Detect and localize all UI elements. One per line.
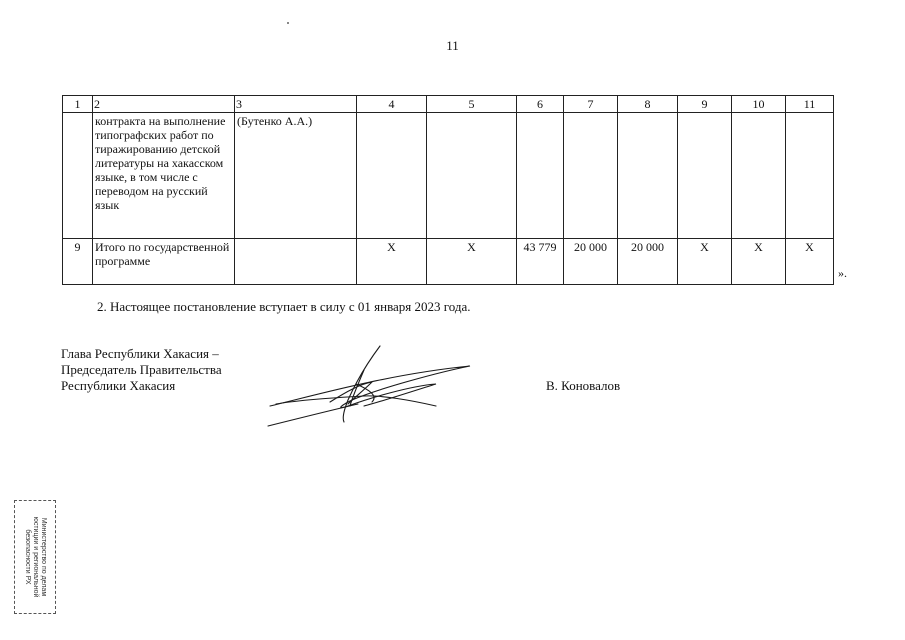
signer-title-line: Глава Республики Хакасия – bbox=[61, 346, 219, 361]
stamp-line: безопасности РХ bbox=[24, 529, 31, 585]
table-header-cell: 1 bbox=[63, 96, 93, 113]
table-header-cell: 11 bbox=[786, 96, 834, 113]
table-cell: X bbox=[678, 239, 732, 285]
clause-2-text: 2. Настоящее постановление вступает в силу с 01 января 2023 года. bbox=[97, 299, 471, 314]
signer-title-line: Председатель Правительства bbox=[61, 362, 222, 377]
table-row-total bbox=[63, 239, 834, 285]
table-header-cell: 8 bbox=[618, 96, 678, 113]
table-cell bbox=[564, 113, 618, 239]
signer-name: В. Коновалов bbox=[546, 378, 621, 393]
table-header-row bbox=[63, 96, 834, 113]
signer-title bbox=[61, 346, 222, 394]
table-header-cell: 4 bbox=[357, 96, 427, 113]
handwritten-signature bbox=[260, 340, 490, 432]
closing-quote-mark: ». bbox=[838, 266, 847, 280]
table-cell bbox=[678, 113, 732, 239]
program-table bbox=[62, 95, 834, 285]
table-row bbox=[63, 113, 834, 239]
page-number: 11 bbox=[446, 38, 459, 53]
table-cell bbox=[517, 113, 564, 239]
table-cell-amount: 43 779 bbox=[517, 239, 564, 285]
table-cell-amount: 20 000 bbox=[564, 239, 618, 285]
table-cell bbox=[618, 113, 678, 239]
table-header-cell: 3 bbox=[235, 96, 357, 113]
table-cell: X bbox=[732, 239, 786, 285]
table-cell bbox=[786, 113, 834, 239]
stamp-line: Министерство по делам bbox=[40, 517, 47, 597]
signer-title-line: Республики Хакасия bbox=[61, 378, 176, 393]
table-header-cell: 5 bbox=[427, 96, 517, 113]
table-header-cell: 10 bbox=[732, 96, 786, 113]
table-header-cell: 2 bbox=[93, 96, 235, 113]
table-header-cell: 9 bbox=[678, 96, 732, 113]
table-cell bbox=[732, 113, 786, 239]
table-cell-executor bbox=[235, 239, 357, 285]
table-header-cell: 7 bbox=[564, 96, 618, 113]
table-cell: X bbox=[786, 239, 834, 285]
stamp-line: юстиции и региональной bbox=[32, 516, 39, 598]
table-cell-executor: (Бутенко А.А.) bbox=[235, 113, 357, 239]
table-cell-description: контракта на выполнение типографских работ по тиражированию детской литературы на хакасском языке, в том числе с переводом на русский язык bbox=[93, 113, 235, 239]
table-cell: X bbox=[357, 239, 427, 285]
table-cell-amount: 20 000 bbox=[618, 239, 678, 285]
table-cell bbox=[63, 113, 93, 239]
stamp-text bbox=[23, 517, 47, 598]
table-cell: X bbox=[427, 239, 517, 285]
table-cell-description: Итого по государственной программе bbox=[93, 239, 235, 285]
registration-stamp bbox=[14, 500, 56, 614]
table-cell bbox=[427, 113, 517, 239]
table-header-cell: 6 bbox=[517, 96, 564, 113]
table-cell-number: 9 bbox=[63, 239, 93, 285]
scan-speck bbox=[287, 22, 289, 24]
table-cell bbox=[357, 113, 427, 239]
